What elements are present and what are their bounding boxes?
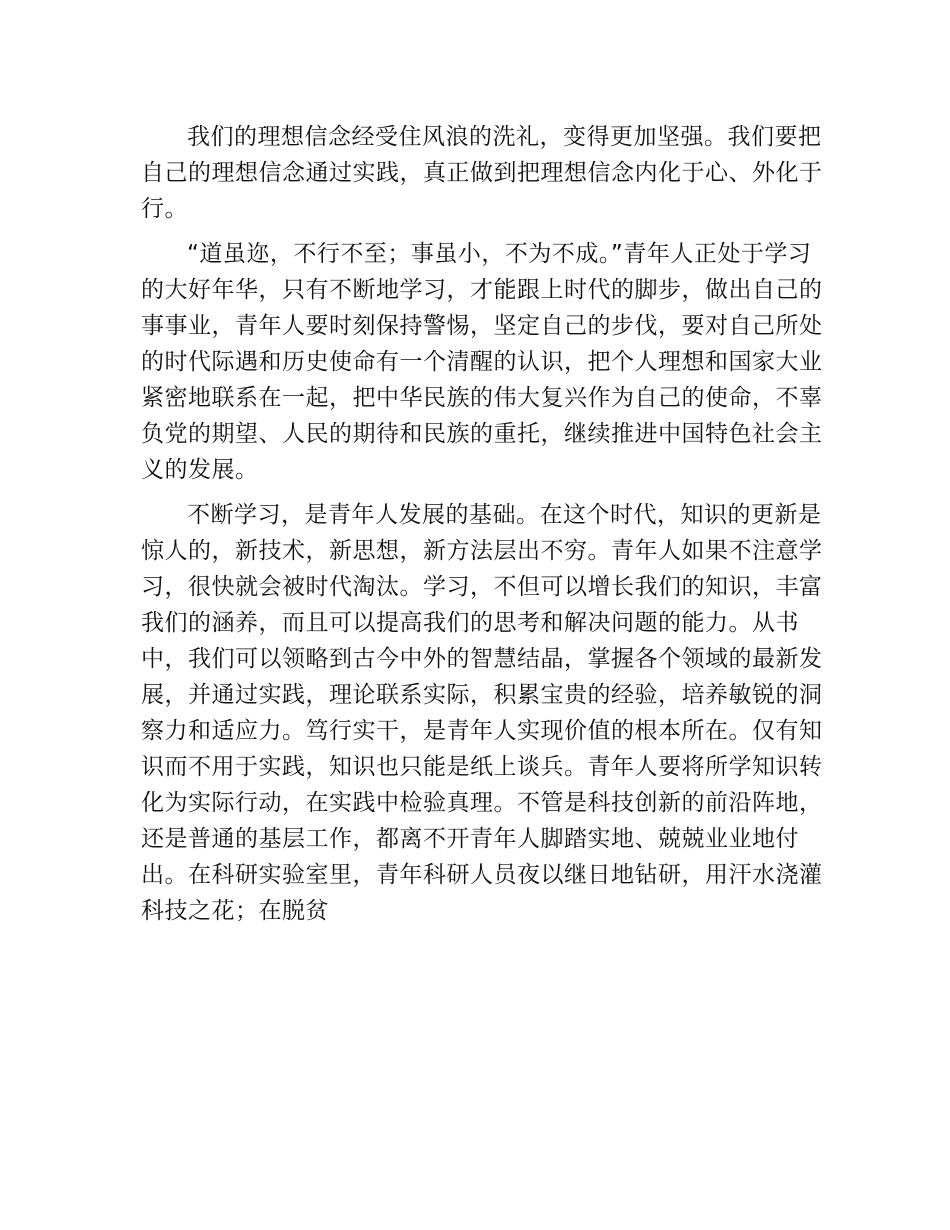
- paragraph-3: 不断学习，是青年人发展的基础。在这个时代，知识的更新是惊人的，新技术，新思想，新方法层出不穷。青年人如果不注意学习，很快就会被时代淘汰。学习，不但可以增长我们的知识，丰富我们的涵养，而且可以提高我们的思考和解决问题的能力。从书中，我们可以领略到古今中外的智慧结晶，掌握各个领域的最新发展，并通过实践，理论联系实际，积累宝贵的经验，培养敏锐的洞察力和适应力。笃行实干，是青年人实现价值的根本所在。仅有知识而不用于实践，知识也只能是纸上谈兵。青年人要将所学知识转化为实际行动，在实践中检验真理。不管是科技创新的前沿阵地，还是普通的基层工作，都离不开青年人脚踏实地、兢兢业业地付出。在科研实验室里，青年科研人员夜以继日地钻研，用汗水浇灌科技之花；在脱贫: [141, 502, 823, 924]
- paragraph-1: 我们的理想信念经受住风浪的洗礼，变得更加坚强。我们要把自己的理想信念通过实践，真正做到把理想信念内化于心、外化于行。: [141, 124, 823, 222]
- document-body: [141, 119, 831, 938]
- paragraph-2: “道虽迩，不行不至；事虽小，不为不成。”青年人正处于学习的大好年华，只有不断地学习，才能跟上时代的脚步，做出自己的事事业，青年人要时刻保持警惕，坚定自己的步伐，要对自己所处的时代际遇和历史使命有一个清醒的认识，把个人理想和国家大业紧密地联系在一起，把中华民族的伟大复兴作为自己的使命，不辜负党的期望、人民的期待和民族的重托，继续推进中国特色社会主义的发展。: [141, 241, 823, 483]
